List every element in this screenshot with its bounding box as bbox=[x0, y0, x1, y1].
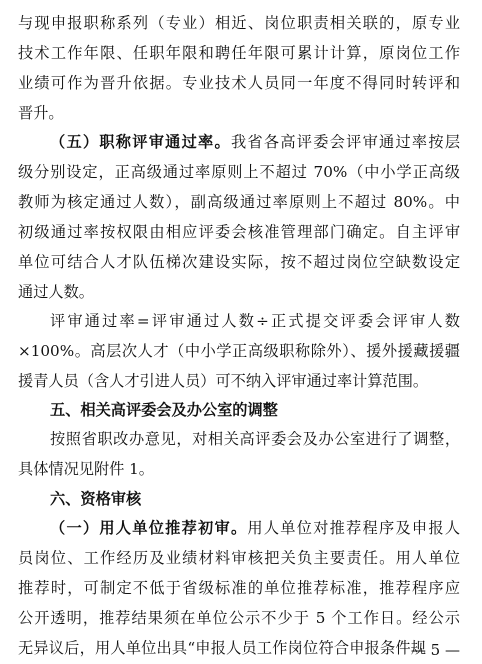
section-5-line-2: 具体情况见附件 1。 bbox=[18, 460, 154, 478]
paragraph-3-line-1: 评审通过率=评审通过人数÷正式提交评委会评审人数 bbox=[50, 312, 460, 330]
section-6-line-3: 推荐时，可制定不低于省级标准的单位推荐标准，推荐程序应 bbox=[18, 579, 460, 597]
section-5-line-1: 按照省职改办意见，对相关高评委会及办公室进行了调整， bbox=[50, 430, 460, 448]
section-6-line-1-text: 用人单位对推荐程序及申报人 bbox=[247, 519, 460, 537]
paragraph-2-line-2: 级分别设定，正高级通过率原则上不超过 70%（中小学正高级 bbox=[18, 163, 460, 181]
section-6-line-1 bbox=[50, 515, 460, 541]
paragraph-1-line-4: 晋升。 bbox=[18, 104, 64, 122]
paragraph-2-line-3: 教师为核定通过人数），副高级通过率原则上不超过 80%。中 bbox=[18, 193, 460, 211]
section-5-heading: 五、相关高评委会及办公室的调整 bbox=[50, 401, 278, 419]
subsection-title-pass-rate: （五）职称评审通过率。 bbox=[50, 133, 231, 151]
section-6-line-4: 公开透明，推荐结果须在单位公示不少于 5 个工作日。经公示 bbox=[18, 609, 460, 627]
paragraph-2-line-4: 初级通过率按权限由相应评委会核准管理部门确定。自主评审 bbox=[18, 223, 460, 241]
section-6-line-2: 员岗位、工作经历及业绩材料审核把关负主要责任。用人单位 bbox=[18, 549, 460, 567]
paragraph-1-line-3: 业绩可作为晋升依据。专业技术人员同一年度不得同时转评和 bbox=[18, 74, 460, 92]
section-6-heading: 六、资格审核 bbox=[50, 490, 142, 508]
subsection-title-unit-recommendation: （一）用人单位推荐初审。 bbox=[50, 519, 248, 537]
paragraph-2-line-1 bbox=[50, 129, 460, 155]
paragraph-2-line-6: 通过人数。 bbox=[18, 283, 94, 301]
paragraph-3-line-3: 援青人员（含人才引进人员）可不纳入评审通过率计算范围。 bbox=[18, 372, 429, 390]
page-number: — 5 — bbox=[410, 641, 460, 659]
paragraph-2-line-5: 单位可结合人才队伍梯次建设实际，按不超过岗位空缺数设定 bbox=[18, 253, 460, 271]
paragraph-3-line-2: ×100%。高层次人才（中小学正高级职称除外）、援外援藏援疆 bbox=[18, 342, 460, 360]
section-6-line-5: 无异议后，用人单位出具“申报人员工作岗位符合申报条件规 bbox=[18, 639, 426, 657]
paragraph-1-line-1: 与现申报职称系列（专业）相近、岗位职责相关联的，原专业 bbox=[18, 14, 460, 32]
paragraph-2-line-1-text: 我省各高评委会评审通过率按层 bbox=[230, 133, 460, 151]
paragraph-1-line-2: 技术工作年限、任职年限和聘任年限可累计计算，原岗位工作 bbox=[18, 44, 460, 62]
